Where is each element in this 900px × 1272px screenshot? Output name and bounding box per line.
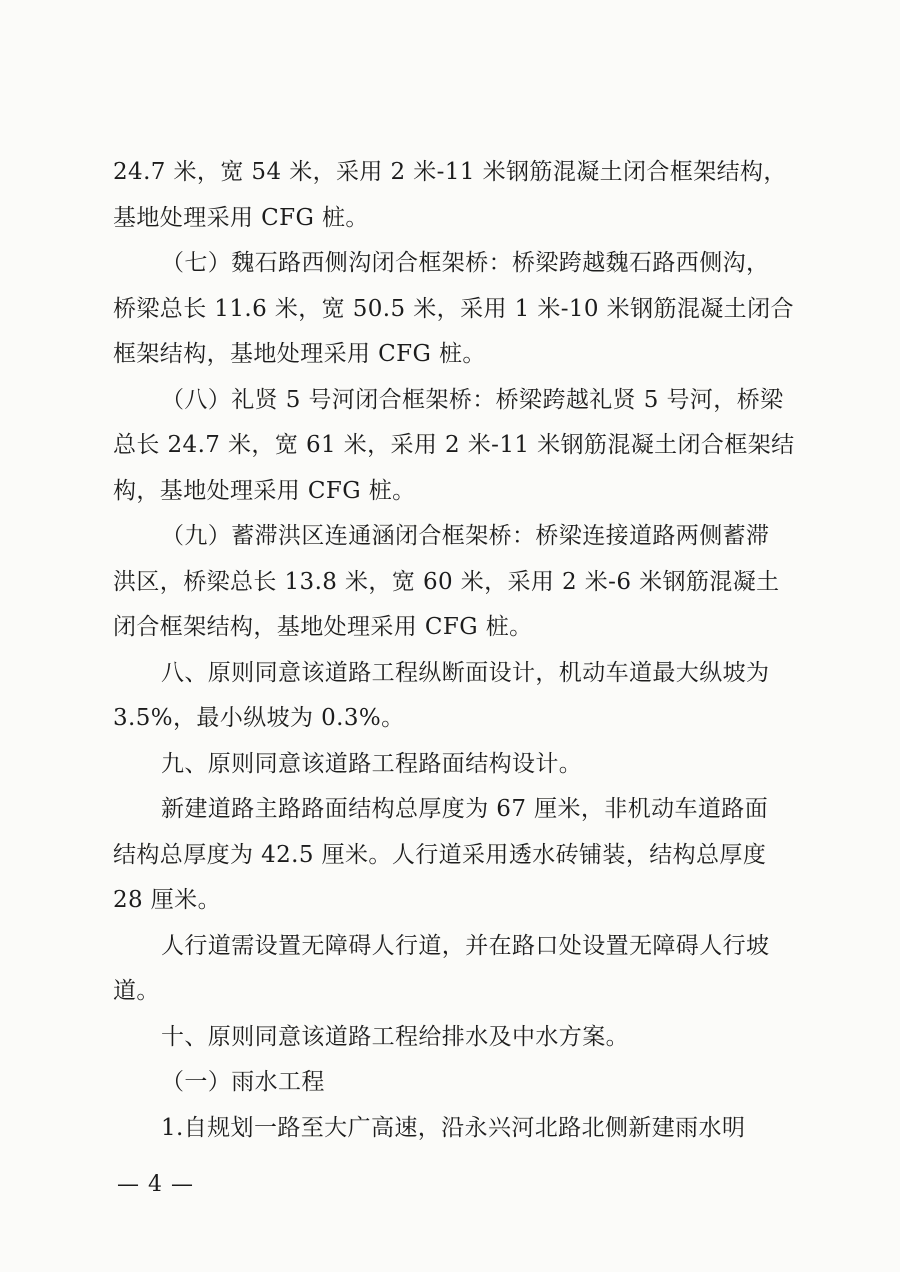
text-line: 道。: [113, 978, 160, 1004]
text-line: 构，基地处理采用 CFG 桩。: [113, 477, 416, 504]
text-line: 洪区，桥梁总长 13.8 米，宽 60 米，采用 2 米-6 米钢筋混凝土: [113, 568, 780, 595]
text-line: 闭合框架结构，基地处理采用 CFG 桩。: [113, 614, 533, 640]
body-text: [113, 150, 793, 1151]
text-line: 桥梁总长 11.6 米，宽 50.5 米，采用 1 米-10 米钢筋混凝土闭合: [113, 295, 794, 322]
text-line: 十、原则同意该道路工程给排水及中水方案。: [161, 1023, 629, 1050]
text-line: 人行道需设置无障碍人行道，并在路口处设置无障碍人行坡: [161, 932, 770, 959]
page-number: — 4 —: [117, 1172, 194, 1197]
text-line: （七）魏石路西侧沟闭合框架桥：桥梁跨越魏石路西侧沟，: [161, 250, 770, 276]
text-line: （九）蓄滞洪区连通涵闭合框架桥：桥梁连接道路两侧蓄滞: [161, 523, 770, 549]
text-line: 结构总厚度为 42.5 厘米。人行道采用透水砖铺装，结构总厚度: [113, 841, 767, 868]
text-line: （一）雨水工程: [161, 1069, 325, 1095]
text-line: 基地处理采用 CFG 桩。: [113, 204, 369, 231]
text-line: 框架结构，基地处理采用 CFG 桩。: [113, 341, 486, 367]
text-line: 九、原则同意该道路工程路面结构设计。: [161, 750, 583, 777]
text-line: （八）礼贤 5 号河闭合框架桥：桥梁跨越礼贤 5 号河，桥梁: [161, 386, 784, 413]
text-line: 3.5%，最小纵坡为 0.3%。: [113, 705, 405, 731]
text-line: 1.自规划一路至大广高速，沿永兴河北路北侧新建雨水明: [161, 1114, 746, 1141]
text-line: 28 厘米。: [113, 887, 221, 913]
text-line: 24.7 米，宽 54 米，采用 2 米-11 米钢筋混凝土闭合框架结构，: [113, 159, 787, 185]
text-line: 新建道路主路路面结构总厚度为 67 厘米，非机动车道路面: [161, 796, 769, 822]
text-line: 总长 24.7 米，宽 61 米，采用 2 米-11 米钢筋混凝土闭合框架结: [113, 432, 795, 458]
text-line: 八、原则同意该道路工程纵断面设计，机动车道最大纵坡为: [161, 659, 770, 686]
